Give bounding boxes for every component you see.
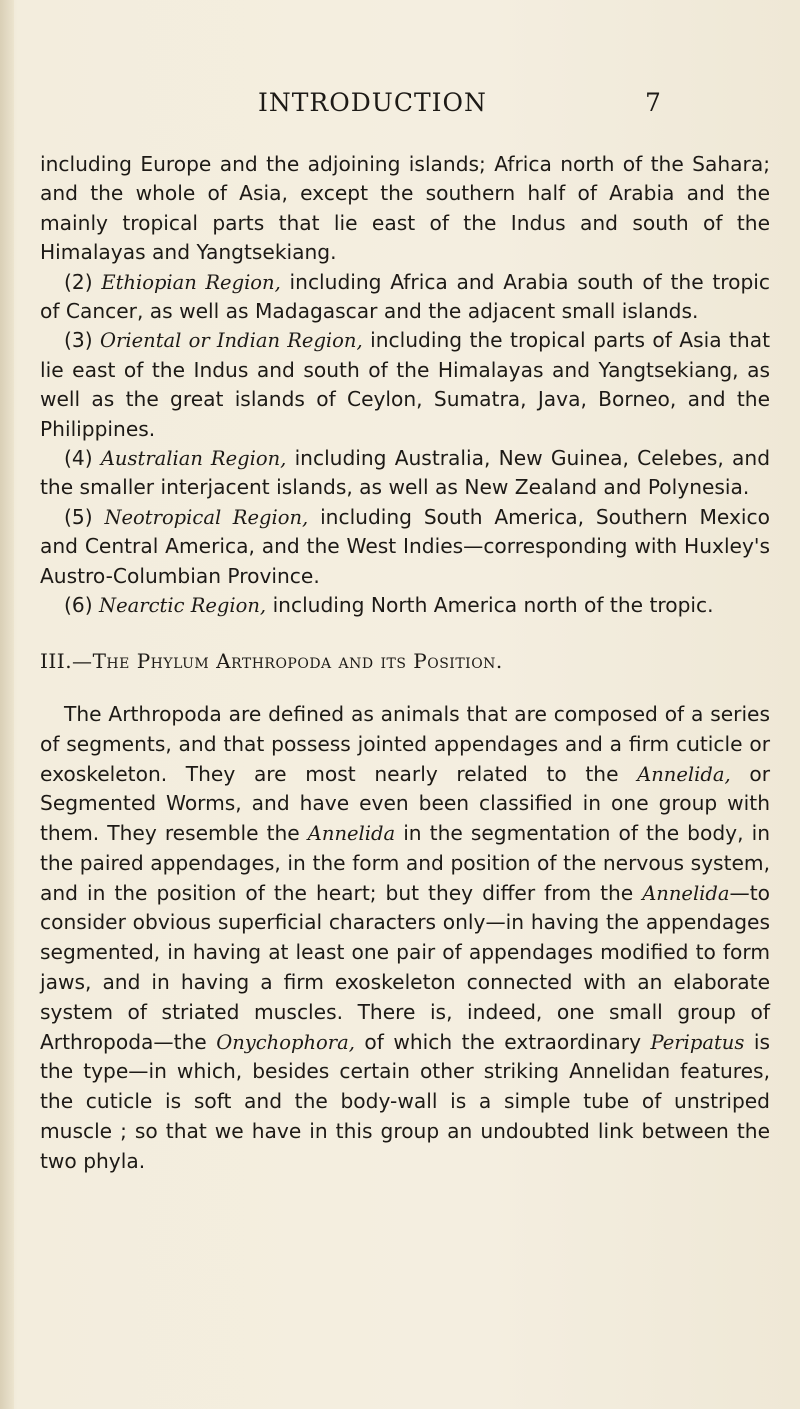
text-run: or Segmented Worms, and have even been classified in one group with them. They resemble the — [40, 761, 770, 846]
body-text — [40, 150, 770, 1177]
running-title: INTRODUCTION — [258, 88, 487, 117]
region-oriental — [40, 326, 770, 444]
text-run: of which the extraordinary — [364, 1029, 642, 1054]
region-nearctic — [40, 591, 770, 620]
text-run: in the segmentation of the body, in the paired appendages, in the form and position of the nervous system, and in the position of the heart; but they differ from the — [40, 821, 770, 905]
text-run: The Arthropoda are defined as animals that are composed of a series of segments, and that possess jointed appendages and a firm cuticle or exoskeleton. They are most nearly related to the — [40, 701, 770, 786]
region-australian — [40, 444, 770, 503]
region-name: Nearctic Region, — [99, 594, 267, 618]
region-number: (5) — [64, 504, 93, 529]
region-description: including North America north of the tropic. — [272, 593, 714, 618]
italic-term: Onychophora, — [216, 1030, 355, 1054]
page-gutter-shadow — [0, 0, 14, 1409]
arthropoda-paragraph — [40, 700, 770, 1177]
region-name: Ethiopian Region, — [101, 270, 281, 294]
region-number: (4) — [64, 446, 93, 471]
region-description: including South America, Southern Mexico and Central America, and the West Indies—corresponding with Huxley's Austro-Columbian Province. — [40, 504, 770, 588]
section-title: The Phylum Arthropoda and its Position. — [92, 648, 503, 673]
italic-term: Annelida — [307, 822, 396, 846]
region-description: including Africa and Arabia south of the tropic of Cancer, as well as Madagascar and the adjacent small islands. — [40, 269, 771, 324]
paragraph-continuation: including Europe and the adjoining islands; Africa north of the Sahara; and the whole of Asia, except the southern half of Arabia and the mainly tropical parts that lie east of the Indus and south of the Himalayas and Yangtsekiang. — [40, 152, 770, 265]
text-run: —to consider obvious superficial characters only—in having the appendages segmented, in having at least one pair of appendages modified to form jaws, and in having a firm exoskeleton connected with an elaborate system of striated muscles. There is, indeed, one small group of Arthropoda—the — [40, 880, 770, 1054]
region-neotropical — [40, 503, 770, 591]
region-name: Australian Region, — [100, 447, 287, 471]
italic-term: Annelida, — [637, 762, 731, 786]
region-number: (6) — [64, 593, 93, 618]
region-description: including the tropical parts of Asia that lie east of the Indus and south of the Himalayas and Yangtsekiang, as well as the great islands of Ceylon, Sumatra, Java, Borneo, and the Philippines. — [40, 328, 771, 441]
region-name: Neotropical Region, — [104, 505, 309, 529]
region-ethiopian — [40, 268, 770, 327]
running-header — [0, 88, 800, 128]
region-number: (3) — [64, 328, 93, 353]
region-name: Oriental or Indian Region, — [100, 329, 363, 353]
section-numeral: III.— — [40, 648, 93, 673]
text-run: is the type—in which, besides certain other striking Annelidan features, the cuticle is soft and the body-wall is a simple tube of unstriped muscle ; so that we have in this group an undoubted link between the two phyla. — [40, 1029, 771, 1173]
page-number: 7 — [645, 88, 661, 117]
region-number: (2) — [64, 269, 93, 294]
italic-term: Annelida — [642, 881, 730, 905]
region-description: including Australia, New Guinea, Celebes, and the smaller interjacent islands, as well as New Zealand and Polynesia. — [40, 446, 771, 500]
italic-term: Peripatus — [650, 1030, 745, 1054]
section-heading — [40, 647, 770, 676]
